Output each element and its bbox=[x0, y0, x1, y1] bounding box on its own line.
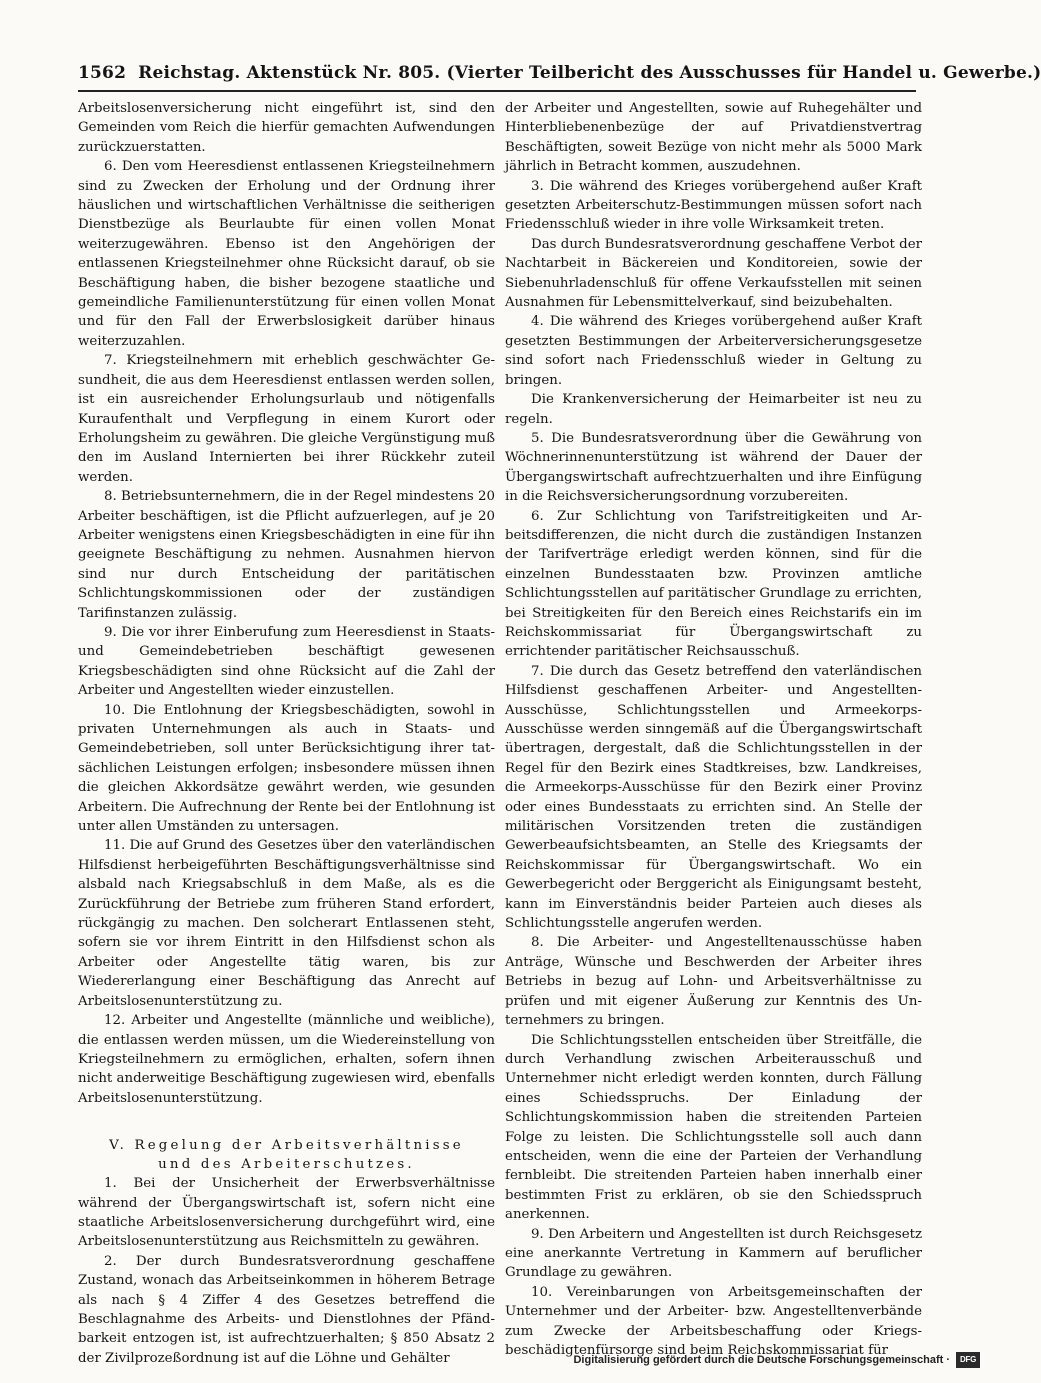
right-column-body bbox=[505, 99, 922, 1360]
footer bbox=[573, 1349, 980, 1371]
paragraph: Das durch Bundesratsverordnung geschaffene Verbot der Nachtarbeit in Bäckereien und Konditoreien, sowie der Siebenuhrladenschluß für offene Verkaufsstellen mit seinen Ausnahmen für Lebensmittelverkauf, sind beizubehalten. bbox=[505, 236, 922, 311]
paragraph: 2. Der durch Bundesratsverordnung geschaffene Zustand, wonach das Arbeitseinkommen in höherem Betrage als nach § 4 Ziffer 4 des Gesetzes betreffend die Beschlagnahme des Arbeits- und Dienstlohnes der Pfändbarkeit entzogen ist, ist aufrechtzuerhalten; § 850 Absatz 2 der Zivilprozeßordnung ist auf die Löhne und Gehälter bbox=[78, 1253, 495, 1366]
paragraph: 3. Die während des Krieges vorübergehend außer Kraft gesetzten Arbeiterschutz-Bestimmungen müssen sofort nach Friedensschluß wieder in ihre volle Wirksamkeit treten. bbox=[505, 178, 922, 233]
paragraph: 6. Zur Schlichtung von Tarifstreitigkeiten und Arbeitsdifferenzen, die nicht durch die zuständigen Instanzen der Tarifverträge erledigt werden können, sind für die einzelnen Bundesstaaten bzw. Provinzen amtliche Schlichtungsstellen auf paritätischer Grundlage zu errichten, bei Streitigkeiten für den Bereich eines Reichstarifs ein im Reichskommissariat für Übergangswirtschaft zu errichtender paritätischer Reichsausschuß. bbox=[505, 508, 922, 660]
dfg-logo-icon: DFG bbox=[956, 1352, 980, 1368]
left-column bbox=[78, 99, 495, 1366]
paragraph: 10. Die Entlohnung der Kriegsbeschädigten, sowohl in privaten Unternehmungen als auch in Staats- und Gemeindebetrieben, soll unter Berücksichtigung ihrer tatsächlichen Leistungen erfolgen; insbesondere müssen ihnen die gleichen Akkordsätze gewährt werden, wie gesunden Arbeitern. Die Aufrechnung der Rente bei der Entlohnung ist unter allen Umständen zu untersagen. bbox=[78, 702, 495, 835]
page-header bbox=[78, 58, 1041, 92]
section-heading-line2: und des Arbeiterschutzes. bbox=[158, 1157, 415, 1173]
left-column-body bbox=[78, 99, 495, 1108]
page-title: Reichstag. Aktenstück Nr. 805. (Vierter Teilbericht des Ausschusses für Handel u. Gewerbe.) bbox=[138, 63, 1041, 83]
paragraph: 8. Betriebsunternehmern, die in der Regel mindestens 20 Arbeiter beschäftigen, ist die Pflicht aufzuerlegen, auf je 20 Arbeiter wenigstens einen Kriegsbeschädigten in eine für ihn geeignete Beschäftigung zu nehmen. Ausnahmen hiervon sind nur durch Entscheidung der paritätischen Schlichtungskommissionen oder der zuständigen Tarifinstanzen zulässig. bbox=[78, 489, 495, 621]
paragraph: 7. Die durch das Gesetz betreffend den vaterländischen Hilfsdienst geschaffenen Arbeiter- und Angestellten-Ausschüsse, Schlichtungsstellen und Armeekorps-Ausschüsse werden sinngemäß auf die Übergangswirtschaft übertragen, dergestalt, daß die Schlichtungsstellen in der Regel für den Bezirk eines Stadtkreises, bzw. Landkreises, die Armeekorps-Ausschüsse für den Bezirk einer Provinz oder eines Bundesstaats zu errichten sind. An Stelle der militärischen Vorsitzenden treten die zuständigen Gewerbeaufsichtsbeamten, an Stelle des Kriegsamts der Reichskommissar für Übergangswirtschaft. Wo ein Gewerbegericht oder Berggericht als Einigungsamt besteht, kann im Einverständnis beider Parteien auch dieses als Schlichtungsstelle angerufen werden. bbox=[505, 663, 922, 932]
paragraph: 9. Die vor ihrer Einberufung zum Heeresdienst in Staats- und Gemeindebetrieben beschäftigt gewesenen Kriegsbeschädigten sind ohne Rücksicht auf die Zahl der Arbeiter und Angestellten wieder einzustellen. bbox=[78, 624, 495, 699]
paragraph: 11. Die auf Grund des Gesetzes über den vaterländischen Hilfsdienst herbeigeführten Beschäftigungsverhältnisse sind alsbald nach Kriegsabschluß in dem Maße, als es die Zurückführung der Betriebe zum früheren Stand erfordert, rückgängig zu machen. Den solcherart Entlassenen steht, sofern sie vor ihrem Eintritt in den Hilfsdienst schon als Arbeiter oder Angestellte tätig waren, bis zur Wiedererlangung einer Beschäftigung das Anrecht auf Arbeitslosenunterstützung zu. bbox=[78, 838, 495, 1009]
paragraph: Die Krankenversicherung der Heimarbeiter ist neu zu regeln. bbox=[505, 392, 922, 427]
left-column-section-body bbox=[78, 1174, 495, 1368]
paragraph: 4. Die während des Krieges vorübergehend außer Kraft gesetzten Bestimmungen der Arbeiterversicherungsgesetze sind sofort nach Friedensschluß wieder in Geltung zu bringen. bbox=[505, 314, 922, 388]
paragraph: Die Schlichtungsstellen entscheiden über Streitfälle, die durch Verhandlung zwischen Arbeiterausschuß und Unternehmer nicht erledigt werden konnten, durch Fällung eines Schiedsspruchs. Der Einladung der Schlichtungskommission haben die streitenden Parteien Folge zu leisten. Die Schlichtungsstelle soll auch dann entscheiden, wenn die eine der Parteien der Verhandlung fernbleibt. Die streitenden Parteien haben innerhalb einer bestimmten Frist zu erklären, ob sie den Schiedsspruch anerkennen. bbox=[505, 1032, 922, 1223]
paragraph: 8. Die Arbeiter- und Angestelltenausschüsse haben Anträge, Wünsche und Beschwerden der Arbeiter ihres Betriebs in bezug auf Lohn- und Arbeitsverhältnisse zu prüfen und mit eigener Äußerung zur Kenntnis des Unternehmers zu bringen. bbox=[505, 935, 922, 1029]
section-heading-line1: V. Regelung der Arbeitsverhältnisse bbox=[109, 1138, 464, 1154]
paragraph: 6. Den vom Heeresdienst entlassenen Kriegsteilnehmern sind zu Zwecken der Erholung und der Ordnung ihrer häuslichen und wirtschaftlichen Verhältnisse die seitherigen Dienstbezüge als Beurlaubte für einen vollen Monat weiterzugewähren. Ebenso ist den Angehörigen der entlassenen Kriegsteilnehmer ohne Rücksicht darauf, ob sie Beschäftigung haben, die bisher bezogene staatliche und gemeindliche Familienunterstützung für einen vollen Monat und für den Fall der Erwerbslosigkeit darüber hinaus weiterzuzahlen. bbox=[78, 159, 495, 349]
page-number: 1562 bbox=[78, 63, 127, 83]
paragraph: 10. Vereinbarungen von Arbeitsgemeinschaften der Unternehmer und der Arbeiter- bzw. Angestelltenverbände zum Zwecke der Arbeitsbeschaffung oder Kriegsbeschädigtenfürsorge sind beim Reichskommissariat für bbox=[505, 1284, 922, 1358]
paragraph: 9. Den Arbeitern und Angestellten ist durch Reichsgesetz eine anerkannte Vertretung in Kammern auf beruflicher Grundlage zu gewähren. bbox=[505, 1226, 922, 1281]
paragraph: 7. Kriegsteilnehmern mit erheblich geschwächter Gesundheit, die aus dem Heeresdienst entlassen werden sollen, ist ein ausreichender Erholungsurlaub und nötigenfalls Kuraufenthalt und Verpflegung in einem Kurort oder Erholungsheim zu gewähren. Die gleiche Vergünstigung muß den im Ausland Internierten bei ihrer Rückkehr zuteil werden. bbox=[78, 353, 495, 485]
right-column bbox=[505, 99, 922, 1358]
footer-credit: Digitalisierung gefördert durch die Deutsche Forschungsgemeinschaft · bbox=[573, 1354, 950, 1366]
paragraph: Arbeitslosenversicherung nicht eingeführt ist, sind den Gemeinden vom Reich die hierfür gemachten Aufwendungen zurückzuerstatten. bbox=[78, 101, 495, 155]
paragraph: 12. Arbeiter und Angestellte (männliche und weibliche), die entlassen werden müssen, um die Wiedereinstellung von Kriegsteilnehmern zu ermöglichen, erhalten, sofern ihnen nicht anderweitige Beschäftigung zugewiesen wird, ebenfalls Arbeitslosenunterstützung. bbox=[78, 1013, 495, 1106]
paragraph: 1. Bei der Unsicherheit der Erwerbsverhältnisse während der Übergangswirtschaft ist, sofern nicht eine staatliche Arbeitslosenversicherung durchgeführt wird, eine Arbeitslosenunterstützung aus Reichsmitteln zu gewähren. bbox=[78, 1176, 495, 1250]
paragraph: der Arbeiter und Angestellten, sowie auf Ruhegehälter und Hinterbliebenenbezüge der auf Privatdienstvertrag Beschäftigten, soweit Bezüge von nicht mehr als 5000 Mark jährlich in Betracht kommen, auszudehnen. bbox=[505, 101, 922, 175]
paragraph: 5. Die Bundesratsverordnung über die Gewährung von Wöchnerinnenunterstützung ist während der Dauer der Übergangswirtschaft aufrechtzuerhalten und ihre Einfügung in die Reichsversicherungsordnung vorzubereiten. bbox=[505, 430, 922, 505]
section-heading bbox=[78, 1136, 495, 1174]
